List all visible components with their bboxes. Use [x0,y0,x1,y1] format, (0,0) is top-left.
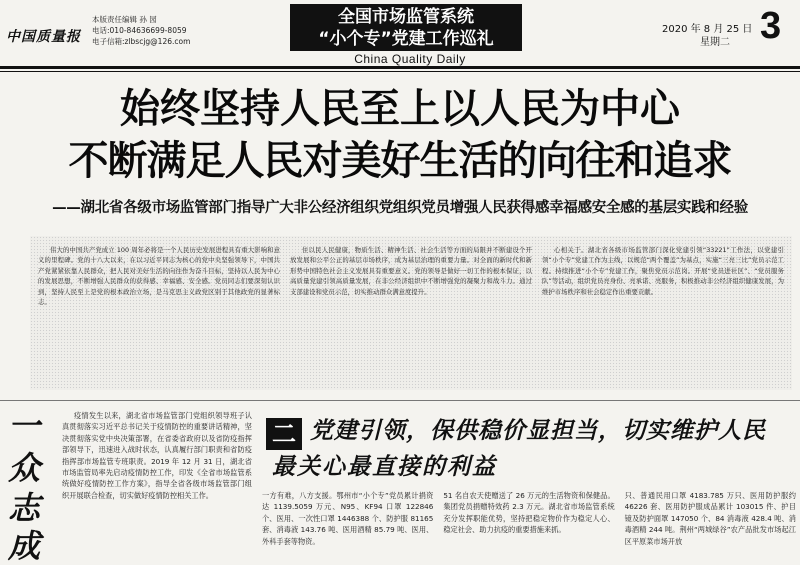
lead-column-2: 住以民人民健康，物质生活、精神生活、社会生活等方面的局限并不断建设个开放发展和公平公正的基层市场秩序，成为基层治理的重要力量。对全面的新时代和新形势中国特色社会主义发展具有重要意义。党的领导是做好一切工作的根本保证，以高质量党建引领高质量发展，在非公经济组织中不断增强党的凝聚力和战斗力。通过支部建设和党员示范，切实推动群众满意度提升。 [290,246,532,296]
page-number: 3 [760,5,782,47]
editor-phone: 电话:010-84636699-8059 [92,26,187,35]
masthead-rule-thick [0,66,800,69]
lead-column-1: 伟大的中国共产党成立 100 周年必将是一个人民历史发展进程具有重大影响和意义的里程碑。党的十八大以来，在以习近平同志为核心的党中央坚强领导下，中国共产党紧紧依靠人民群众，把人民对美好生活的向往作为奋斗目标，坚持以人民为中心的发展思想，不断增强人民群众的获得感、幸福感、安全感。党员同志们要深刻认识到，坚持人民至上是党的根本政治立场，是马克思主义政党区别于其他政党的显著标志。 [38,246,280,307]
section-1-title-char: 志 [8,489,41,527]
banner-line-2: “小个专”党建工作巡礼 [318,29,494,49]
editor-info [92,14,190,47]
section-1-body: 疫情发生以来，湖北省市场监管部门党组织领导班子认真贯彻落实习近平总书记关于疫情防控的重要讲话精神，坚决贯彻落实党中央决策部署，在省委省政府以及省防疫指挥部领导下，迅速进入战时状态，认真履行部门职责和省防疫指挥部市场监管专班职责。2019 年 12 月 31 日，湖北省市场监管局率先启动疫情防控工作，印发《全省市场监管系统做好疫情防控工作方案》，指导全省各级市场监管部门组织开展联合检查，切实做好疫情防控相关工作。 [62,411,252,500]
section-1-vertical-title [0,407,60,565]
section-1-title-char: 一 [8,407,41,445]
issue-weekday: 星期二 [700,37,730,48]
headline-subtitle: ——湖北省各级市场监管部门指导广大非公经济组织党组织党员增强人民获得感幸福感安全感的基层实践和经验 [52,200,748,216]
section-2-title-line-1: 党建引领，保供稳价显担当，切实维护人民 [310,417,766,444]
masthead-rule-thin [0,71,800,72]
section-1-title-char: 众 [8,449,41,487]
section-2-column-1: 一方有难，八方支援。鄂州市“小个专”党员累计捐资达 1139.5059 万元、N95、KF94 口罩 122846 个、医用、一次性口罩 1446388 个、防护服 81165 套、消毒液 143.76 吨、医用酒精 85.79 吨、医用、外科手套等物资。 [262,491,434,546]
masthead [0,0,800,66]
headline-line-2: 不断满足人民对美好生活的向往和追求 [68,138,732,184]
newspaper-logo: 中国质量报 [6,29,81,45]
banner-line-1: 全国市场监管系统 [338,7,474,27]
section-1-title-char: 成 [8,527,41,565]
lead-column-3: 心相关于。湖北省各级市场监管部门深化党建引领“33221”工作法，以党建引领“小个专”党建工作为主线，以规范“两个覆盖”为基点，实施“三亮三比”党员示范工程。持续推进“小个专”党建工作，聚焦党员示范岗。开展“党员进社区”、“党员服务队”等活动，组织党员亮身份、亮承诺、亮服务，积极推动非公经济组织健康发展，为维护市场秩序和社会稳定作出重要贡献。 [542,246,784,296]
section-2-title-line-2: 最关心最直接的利益 [272,453,497,480]
lead-article-box [30,236,792,390]
section-2-number: 二 [266,418,302,450]
editor-email: 电子信箱:zlbscjg@126.com [92,37,191,46]
section-2-column-2: 51 名自农天使赠送了 26 万元的生活物资和保健品。集团党员捐赠特效药 2.3 万元。湖北省市场监管系统充分发挥职能优势，坚持把稳定物价作为稳定人心、稳定社会、助力抗疫的重要措施来抓。 [443,491,615,535]
section-2-body [262,490,796,546]
headline-line-1: 始终坚持人民至上以人民为中心 [120,86,680,132]
column-banner [290,4,522,51]
paper-name-english: China Quality Daily [354,52,466,66]
section-2-column-3: 只、普通民用口罩 4183.785 万只、医用防护服约 46226 套、医用防护服成品累计 103015 件、护目镜及防护面罩 147050 个、84 消毒液 428.4 吨、消毒酒精 244 吨。荆州“两城绿谷”农产品批发市场起江区平原菜市场开放 [624,491,796,546]
issue-date: 2020 年 8 月 25 日 [662,24,753,35]
lead-columns [38,245,784,381]
section-divider [0,400,800,401]
editor-name: 本版责任编辑 孙 园 [92,15,157,24]
